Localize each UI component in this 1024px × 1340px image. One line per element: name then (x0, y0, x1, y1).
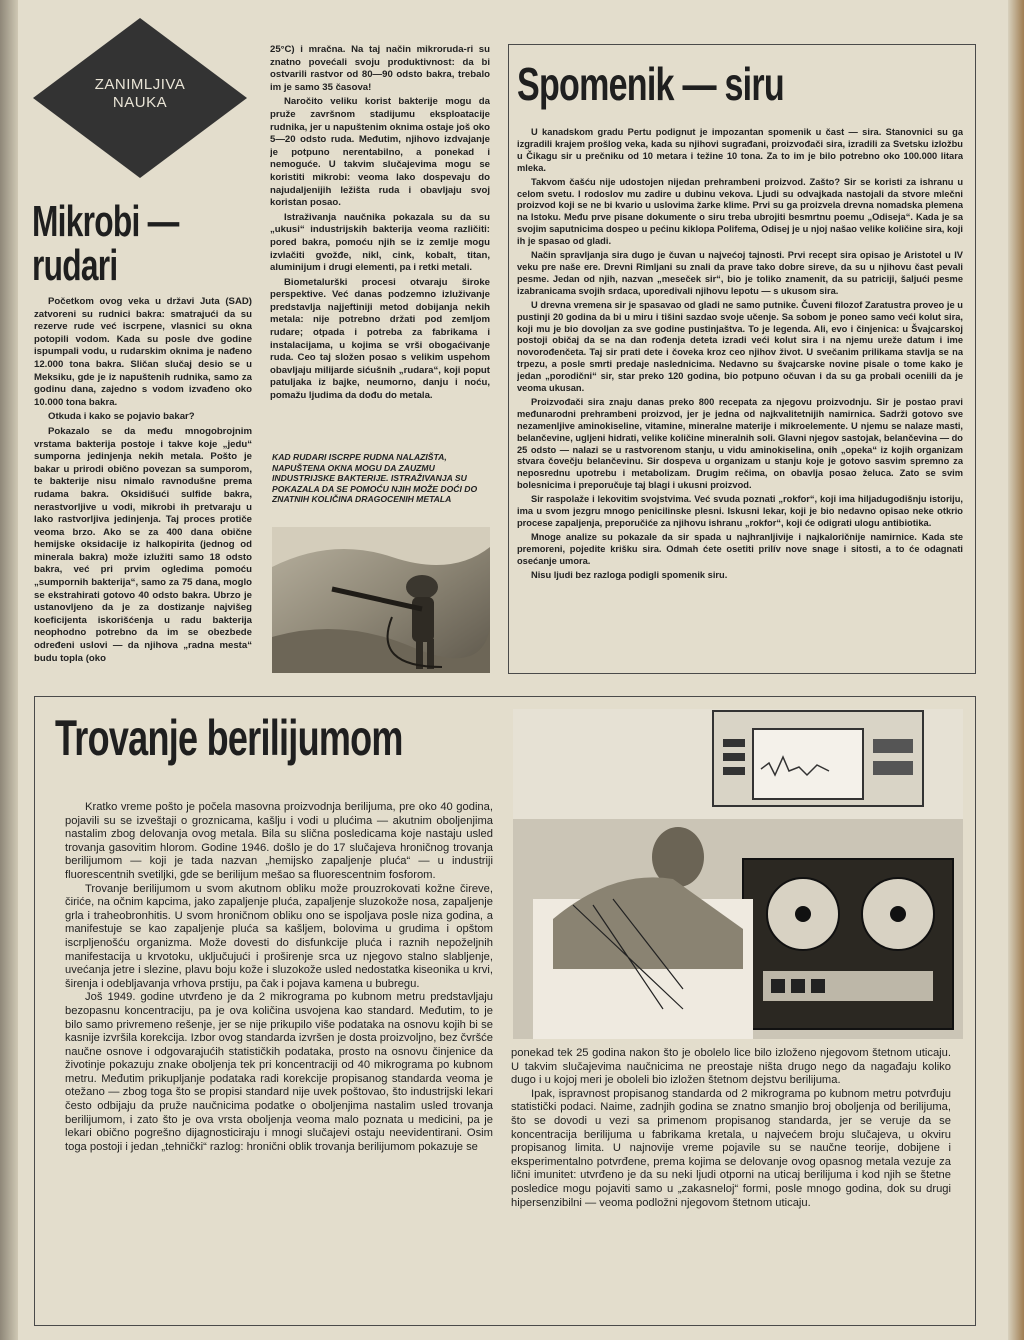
article2-paragraph: Sir raspolaže i lekovitim svojstvima. Već svuda poznati „rokfor“, koji ima hiljadugodišnju istoriju, ima u svom jezgru mnogo penicilinske plesni. Iskusni lekar, koji je bio nedavno opisao neke otkrio procese zapaljenja, preporučiće za njihovu ishranu „rokfor“, koji će odigrati ulogu antibiotika. (517, 494, 963, 528)
article2-title: Spomenik — siru (517, 58, 784, 110)
article1-paragraph: Otkuda i kako se pojavio bakar? (48, 411, 195, 423)
page-spine (0, 0, 18, 1340)
article1-paragraph: Početkom ovog veka u državi Juta (SAD) zatvoreni su rudnici bakra: smatrajući da su rezerve rude već iscrpene, vlasnici su okna potopili vodom. Kada su posle dve godine ispumpali vodu, u rudarskim oknima je nađeno 12.000 tona bakra. Sličan slučaj desio se u Meksiku, gde je iz napuštenih rudnika, samo za godinu dana, zajedno s vodom izvađeno oko 10.000 tona bakra. (34, 296, 252, 408)
section-label (33, 76, 247, 112)
article2-box (508, 44, 976, 674)
article1-column2 (270, 44, 490, 444)
article1-column1 (34, 296, 252, 688)
article2-paragraph: Nisu ljudi bez razloga podigli spomenik siru. (531, 569, 728, 580)
article1-paragraph: Istraživanja naučnika pokazala su da su „ukusi“ industrijskih bakterija veoma različiti: pored bakra, pomoću njih se iz zemlje mogu izvlačiti gvožđe, nikl, cink, kobalt, titan, aluminijum i drugi elementi, pa i retki metali. (270, 211, 490, 274)
article1-paragraph: 25°C) i mračna. Na taj način mikroruda-ri su znatno povećali svoju produktivnost: da bi ostvarili rastvor od 80—90 odsto bakra, trebalo im je samo 35 časova! (270, 44, 490, 93)
article2-paragraph: U kanadskom gradu Pertu podignut je impozantan spomenik u čast — sira. Stanovnici su ga izgradili krajem prošlog veka, kada su njihovi sugrađani, proizvođači sira, izradili za Svetsku izložbu u Čikagu sir u prečniku od 10 metara i težine 10 tona. Za to im je bilo potrebno oko 100.000 litara mleka. (517, 127, 963, 173)
patient-lab-photo (513, 709, 963, 1039)
article1-title-line2: rudari (32, 241, 118, 290)
article3-right-column (511, 1047, 951, 1307)
article3-paragraph: Trovanje berilijumom u svom akutnom obliku može prouzrokovati kožne čireve, čiriće, na očnim kapcima, jako zapaljenje pluća, zapaljenje sluzokože nosa, zapaljenje grla i traheobronhitis. U svom hroničnom obliku ono se ispoljava posle niza godina, a manifestuje se kao zapaljenje pluća sa kašljem, bolovima u grudima i opštom iscrpljenošću organizma. Može dovesti do disfunkcije pluća i raznih nepoželjnih manifestacija u krvotoku, uključujući i proširenje srca uz njegovo stalno slabljenje, uvećanja jetre i slezine, plavu boju kože i sluzokože usled nedostatka kiseonika u krvi, širenja i odebljavanja vrhova prstiju, pa čak i pojava kamena u bubregu. (65, 882, 493, 990)
article2-paragraph: U drevna vremena sir je spasavao od gladi ne samo putnike. Čuveni filozof Zaratustra proveo je u pustinji 20 godina da bi u miru i tišini sazdao svoje učenje. Sa sobom je poneo samo veći kolut sira, koji mu je bio dovoljan za sve godine pustinjaštva. To je legenda. Ali, evo i činjenica: u Švajcarskoj postoji običaj da se na dan rođenja deteta izradi veći kolut sira i na njemu ureže datum i ime novorođenčeta. Taj sir prati dete i čoveka kroz ceo njihov život. U svečanim prilikama stavlja se na trpezu, a posle smrti predaje naslednicima. Nedavno su švajcarske novine pisale o tome kako je jedan „porodični“ sir, star preko 120 godina, bio potpuno očuvan i da su ga probali oceniili da je veoma ukusan. (517, 299, 963, 394)
miner-photo (272, 527, 490, 673)
article3-paragraph: Ipak, ispravnost propisanog standarda od 2 mikrograma po kubnom metru potvrđuju statistički podaci. Naime, zadnjih godina se znatno smanjio broj oboljenja od berilijuma, što se dovodi u vezi sa primenom propisanog standarda, jer se veruje da se koncentracija berilijuma u fabrikama kretala, u najvećem broju slučajeva, u okviru propisanog limita. U najnovije vreme pojavile su se naučne teorije, dobijene i eksperimentalno potvrđene, prema kojima se delovanje ovog opasnog metala vezuje za lični imunitet: utvrđeno je da su neki ljudi otporni na uticaj berilijuma i kod njih se štetne posledice mogu pojaviti samo u „zakasneloj“ formi, posle mnogo godina, dok su drugi hipersenzibilni — veoma podložni njegovom štetnom uticaju. (511, 1087, 951, 1209)
article2-body (517, 127, 963, 667)
article2-paragraph: Način spravljanja sira dugo je čuvan u najvećoj tajnosti. Prvi recept sira opisao je Aristotel u IV veku pre naše ere. Drevni Rimljani su znali da prave tako dobre sireve, da su u njihovu čast pevali pesme. Jedan od njih, nazvan „meseček sir“, bio je toliko znamenit, da su patriciji, šaljući pesme izabranicama svojih srdaca, uporedivali njihovu lepotu — s ukusom sira. (517, 250, 963, 296)
article2-paragraph: Takvom čašću nije udostojen nijedan prehrambeni proizvod. Zašto? Sir se koristi za ishranu u celom svetu. I rodoslov mu zadire u dubinu vekova. Ljudi su odvajkada nastojali da stvore mlečni proizvod koji se ne bi kvario u uslovima žarke klime. Prvi su ga proizvela drevna nomadska plemena na Istoku. Među prve pisane dokumente o siru treba ubrojiti besmrtnu poemu „Odiseja“. Kada je sa svojim saputnicima dospeo u pećinu kiklopa Polifema, Odisej je u njoj našao velike količine sira, koji ih je spasao od gladi. (517, 176, 963, 247)
article3-box (34, 696, 976, 1326)
section-label-line2: NAUKA (112, 94, 168, 111)
article2-paragraph: Proizvođači sira znaju danas preko 800 recepata za njegovu proizvodnju. Sir je postao pravi međunarodni prehrambeni proizvod, jer je jedna od najkvalitetnijih namirnica. Sadrži gotovo sve nezamenljive aminokiseline, vitamine, mineralne materije i mikroelemente. U njemu se nalaze masti, belančevine, ugljeni hidrati, velike količine mineralnih soli. Glavni njegov sastojak, belančevina — do 25 odsto — nalazi se u rastvorenom stanju, u vidu aminokiselina, onih „opeka“ iz kojih organizam stvara čovečju belančevinu. Sir dospeva u organizam u stanju koje je gotovo sasvim spremno za neposrednu upotrebu i metabolizam. Drugim rečima, on obavlja posao želuca. Zato se svim bolesnicima i preporučuje taj blagi i ukusni proizvod. (517, 396, 963, 491)
page-edge (1008, 0, 1024, 1340)
article3-paragraph: Kratko vreme pošto je počela masovna proizvodnja berilijuma, pre oko 40 godina, pojavili su se izveštaji o groznicama, kašlju i vodi u plućima — akutnim oboljenjima nastalim zbog delovanja ovog metala. Bila su sličnа posledicama koje nastaju usled trovanja gasovitim hlorom. Godine 1946. došlo je do 17 slučajeva hroničnog trovanja berilijumom — koji je tada nazvan „hemijsko zapaljenje pluća“ — u industriji fluorescentnih svetiljki, gde se berilijum mešao sa fluorescentnim fosforom. (65, 801, 493, 881)
article1-title (32, 197, 252, 290)
article1-paragraph: Naročito veliku korist bakterije mogu da pruže završnom stadijumu eksploatacije rudnika, jer u napuštenim oknima ostaje još oko 5—20 odsto ruda. Međutim, njihovo izdvajanje je potpuno nerentabilno, a ponekad i nemoguće. U takvim slučajevima mogu se koristiti mikrobi: veoma lako dospevaju do najudaljenijih ležišta ruda i obavljaju svoj koristan posao. (270, 96, 490, 209)
article1-paragraph: Pokazalo se da među mnogobrojnim vrstama bakterija postoje i takve koje „jedu“ sumporna jedinjenja nekih metala. Pošto je bakar u prirodi obično povezan sa sumporom, te bakterije nisu nimalo ravnodušne prema rudama bakra. Oksidišući sulfide bakra, nerastvorljive u vodi, mikrobi ih pretvaraju u lako rastvorljiva jedinjenja. Taj proces protiče veoma brzo. Ako se za 400 dana obične hemijske oksidacije iz halkopirita (jednog od minerala bakra) može izlužiti samo 18 odsto bakra, već pri prvim ogledima pomoću „sumpornih bakterija“, samo za 75 dana, moglo se ekstrahirati gotovo 40 odsto bakra. Ubrzo je ustanovljeno da je za dostizanje najvišeg koeficijenta iskorišćenja u radu bakterija neophodno potrebno da im se obezbede određeni uslovi — da njihova „radna mesta“ budu topla (oko (34, 425, 252, 664)
article1-title-line1: Mikrobi — (32, 197, 179, 246)
article3-title: Trovanje berilijumom (55, 710, 403, 766)
article3-left-column (65, 801, 493, 1311)
article1-photo-caption: KAD RUDARI ISCRPE RUDNA NALAZIŠTA, NAPUŠTENA OKNA MOGU DA ZAUZMU INDUSTRIJSKE BAKTERIJE. ISTRAŽIVANJA SU POKAZALA DA SE POMOĆU NJIH MOŽE DOĆI DO ZNATNIH KOLIČINA DRAGOCENIH METALA (272, 452, 478, 505)
section-badge (33, 18, 247, 178)
article3-paragraph: ponekad tek 25 godina nakon što je obolelo lice bilo izloženo njegovom štetnom uticaju. U takvim slučajevima naučnicima ne preostaje ništa drugo nego da nagađaju koliko dugo i u kojoj meri je oboleli bio izložen štetnom dejstvu berilijuma. (511, 1047, 951, 1087)
article1-paragraph: Biometalurški procesi otvaraju široke perspektive. Već danas podzemno izluživanje predstavlja najjeftiniji metod dobijanja nekih metala: nije potrebno držati pod zemljom rudare; otpada i potreba za fabrikama i instalacijama, u kojima se vrši obogaćivanje ruda. Ceo taj složen posao s velikim uspehom obavljaju milijarde sićušnih „rudara“, koji poput patuljaka iz bajke, neumorno, danju i noću, pomažu ljudima da dođu do metala. (270, 276, 490, 402)
section-label-line1: ZANIMLJIVA (94, 76, 186, 93)
article2-paragraph: Mnoge analize su pokazale da sir spada u najhranljivije i najkaloričnije namirnice. Kada ste premoreni, pojedite krišku sira. Odmah ćete osetiti prilív nove snage i sitosti, a to će odagnati osećanje umora. (517, 531, 963, 566)
article3-paragraph: Još 1949. godine utvrđeno je da 2 mikrograma po kubnom metru predstavljaju bezopasnu koncentraciju, pa je ova količina usvojena kao standard. Međutim, to je bilo samo privremeno rešenje, jer se nije prikupilo više podataka na osnovu kojih bi se kasnije izvršila korekcija. Izbor ovog standarda izvršen je dosta proizvoljno, bez čvršće naučne osnove i odgovarajućih statističkih podataka, prosto na osnovu činjenice da životinje pokazuju znake oboljenja tek pri koncentraciji od 40 mikrograma po kubnom metru. Međutim prikupljanje podataka radi korekcije propisanog standarda veoma je otežano — zbog toga što se propisi standard nije uvek poštovao, što industrijski lekari često odbijaju da pruže naučnicima podatke o oboljenjima nastalim usled trovanja berilijumom, i zato što je ova vrsta oboljenja veoma malo poznata u medicini, pa je lekari obično pogrešno dijagnosticiraju i mnogi slučajevi ostaju neevidentirani. Osim toga postoji i jedan „tehnički“ razlog: hronični oblik trovanja berilijumom pokazuje se (65, 991, 493, 1153)
